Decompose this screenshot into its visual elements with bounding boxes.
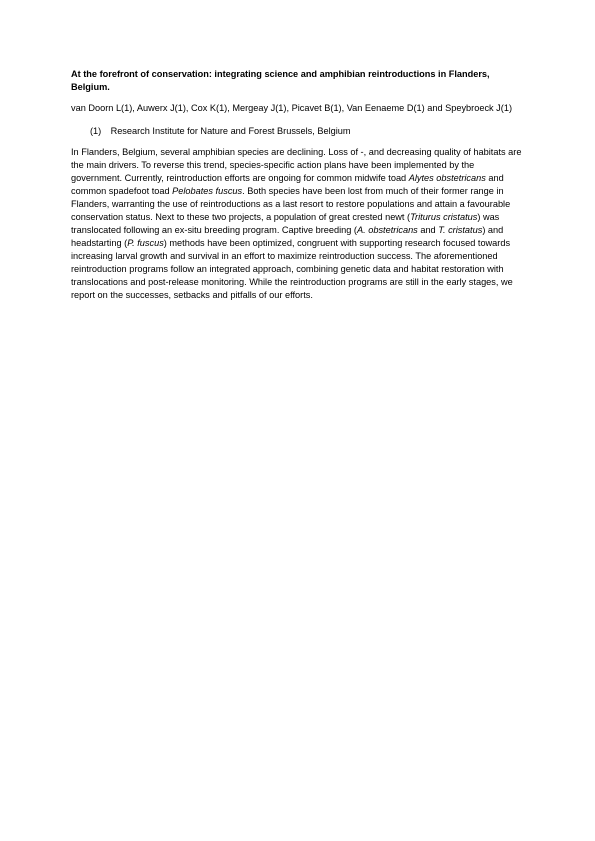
abstract-species-name: T. cristatus xyxy=(438,225,483,235)
abstract-text-run: . Both species have been lost from much of their former range in Flanders, warranting the use of reintroductions as a last resort to restore populations and attain a favourable conservation status. Next to these two projects, a population of great crested newt ( xyxy=(71,186,511,222)
affiliation xyxy=(71,125,523,138)
abstract-species-name: Triturus cristatus xyxy=(410,212,478,222)
abstract-text-run: and common spadefoot toad xyxy=(71,173,504,196)
abstract-text-run: ) was translocated following an ex-situ breeding program. Captive breeding ( xyxy=(71,212,500,235)
abstract-species-name: P. fuscus xyxy=(127,238,164,248)
abstract-species-name: Alytes obstetricans xyxy=(408,173,486,183)
abstract-text-run: ) methods have been optimized, congruent with supporting research focused towards increasing larval growth and survival in an effort to maximize reintroduction success. The aforementioned reintroduction programs follow an integrated approach, combining genetic data and habitat restoration with translocations and post-release monitoring. While the reintroduction programs are still in the early stages, we report on the successes, setbacks and pitfalls of our efforts. xyxy=(71,238,513,300)
author-list: van Doorn L(1), Auwerx J(1), Cox K(1), Mergeay J(1), Picavet B(1), Van Eenaeme D(1) and Speybroeck J(1) xyxy=(71,103,513,113)
affiliation-text: Research Institute for Nature and Forest Brussels, Belgium xyxy=(110,126,351,136)
abstract-paragraph xyxy=(71,146,523,302)
abstract-text-run: In Flanders, Belgium, several amphibian species are declining. Loss of -, and decreasing quality of habitats are the main drivers. To reverse this trend, species-specific action plans have been implemented by the government. Currently, reintroduction efforts are ongoing for common midwife toad xyxy=(71,147,522,183)
abstract-species-name: A. obstetricans xyxy=(357,225,418,235)
abstract-text-run: ) and headstarting ( xyxy=(71,225,504,248)
affiliation-number: (1) xyxy=(90,126,102,136)
document-title: At the forefront of conservation: integrating science and amphibian reintroductions in Flanders, Belgium. xyxy=(71,69,490,92)
abstract-text-run: and xyxy=(417,225,439,235)
abstract-species-name: Pelobates fuscus xyxy=(172,186,243,196)
document-content xyxy=(71,68,523,302)
